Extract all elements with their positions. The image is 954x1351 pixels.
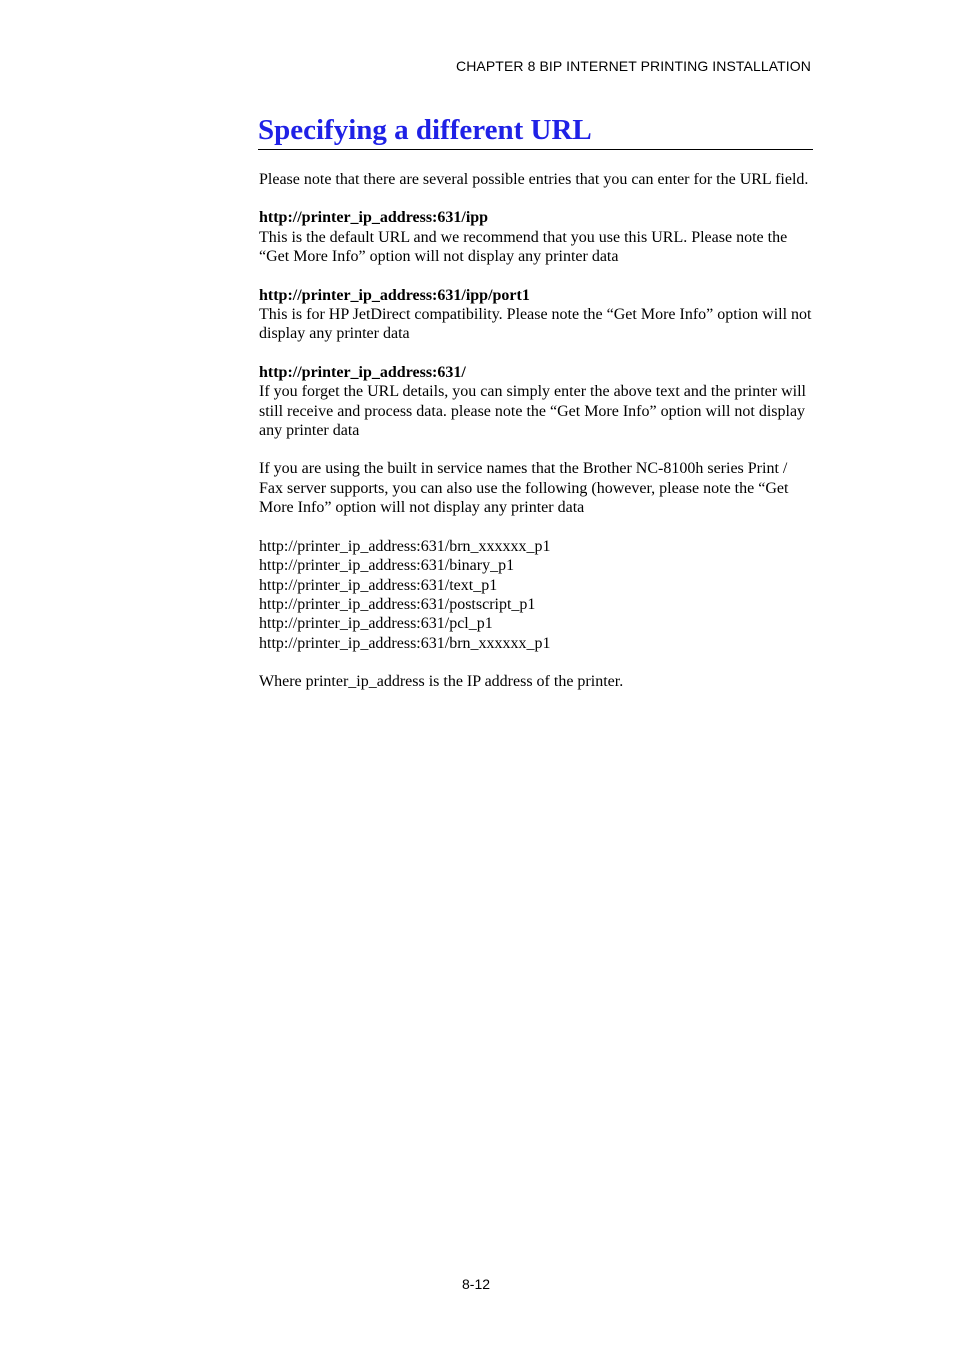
url-entry-description: This is the default URL and we recommend that you use this URL. Please note the “Get More Info” option will not display any printer data — [259, 228, 788, 266]
service-names-note: If you are using the built in service names that the Brother NC-8100h series Print / Fax server supports, you can also use the following (however, please note the “Get More Info” option will not display any printer data — [259, 460, 789, 517]
service-url-list — [259, 537, 813, 653]
service-url: http://printer_ip_address:631/postscript_p1 — [259, 595, 536, 613]
service-url: http://printer_ip_address:631/brn_xxxxxx_p1 — [259, 634, 551, 652]
service-url: http://printer_ip_address:631/binary_p1 — [259, 557, 515, 575]
intro-paragraph: Please note that there are several possible entries that you can enter for the URL field. — [259, 171, 809, 188]
url-entry-heading: http://printer_ip_address:631/ — [259, 363, 466, 381]
page-content — [259, 112, 813, 692]
url-entry-description: If you forget the URL details, you can simply enter the above text and the printer will still receive and process data. please note the “Get More Info” option will not display any printer data — [259, 383, 806, 440]
url-entry-root — [259, 363, 813, 441]
url-entry-heading: http://printer_ip_address:631/ipp/port1 — [259, 286, 530, 304]
url-entry-default — [259, 208, 813, 266]
url-entry-heading: http://printer_ip_address:631/ipp — [259, 209, 489, 227]
closing-note: Where printer_ip_address is the IP address of the printer. — [259, 673, 624, 691]
url-entry-description: This is for HP JetDirect compatibility. Please note the “Get More Info” option will not display any printer data — [259, 306, 812, 343]
page-number: 8-12 — [462, 1276, 491, 1292]
service-url: http://printer_ip_address:631/brn_xxxxxx_p1 — [259, 537, 551, 555]
chapter-header: CHAPTER 8 BIP INTERNET PRINTING INSTALLATION — [456, 58, 811, 74]
page-title: Specifying a different URL — [258, 112, 813, 150]
service-url: http://printer_ip_address:631/text_p1 — [259, 576, 498, 594]
url-entry-port1 — [259, 286, 813, 344]
service-url: http://printer_ip_address:631/pcl_p1 — [259, 615, 493, 633]
